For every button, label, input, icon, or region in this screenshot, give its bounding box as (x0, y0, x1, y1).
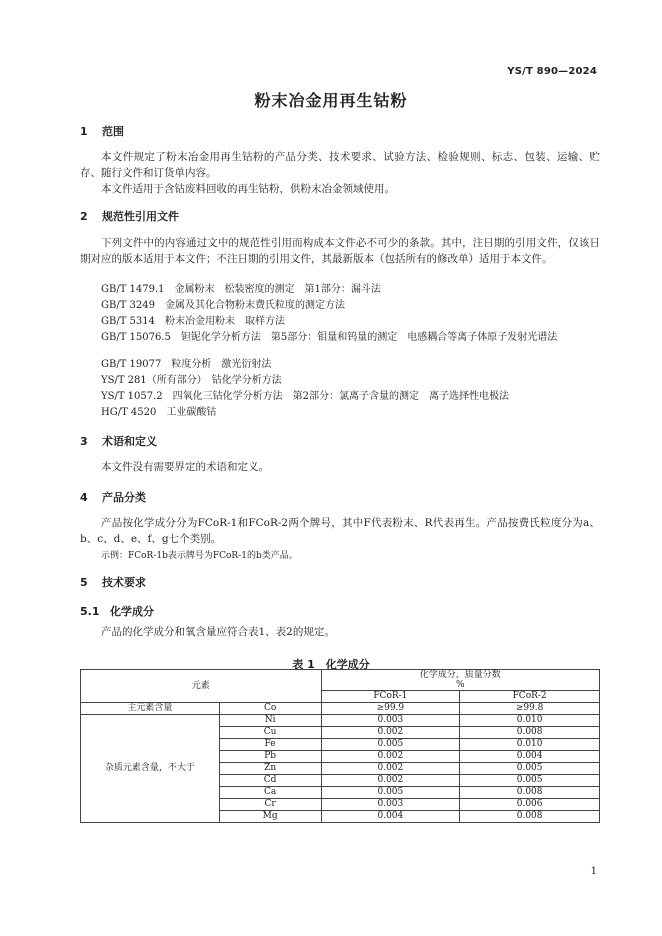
header-element: 元素 (81, 670, 322, 703)
value-grade-2: 0.010 (460, 739, 600, 751)
value-grade-2: 0.008 (460, 727, 600, 739)
table-1-chemical-composition (80, 669, 600, 823)
value-grade-2: ≥99.8 (460, 703, 600, 715)
reference-item: HG/T 4520 工业碳酸钴 (101, 407, 217, 418)
reference-item: YS/T 281（所有部分） 钴化学分析方法 (101, 375, 282, 386)
section-3-heading: 3 术语和定义 (80, 435, 157, 448)
standard-number: YS/T 890—2024 (507, 66, 597, 77)
section-4-example: 示例：FCoR-1b表示牌号为FCoR-1的b类产品。 (101, 551, 298, 561)
header-grade-1: FCoR-1 (321, 691, 460, 703)
reference-item: GB/T 1479.1 金属粉末 松装密度的测定 第1部分：漏斗法 (101, 284, 381, 295)
section-2-heading: 2 规范性引用文件 (80, 210, 179, 223)
section-5-heading: 5 技术要求 (80, 576, 146, 589)
element-symbol: Cd (219, 775, 321, 787)
section-1-para-1: 本文件规定了粉末冶金用再生钴粉的产品分类、技术要求、试验方法、检验规则、标志、包装、运输、贮存、随行文件和订货单内容。 (80, 151, 600, 179)
header-composition: 化学成分，质量分数 % (321, 670, 600, 691)
section-1-heading: 1 范围 (80, 125, 124, 138)
element-symbol: Fe (219, 739, 321, 751)
value-grade-1: 0.002 (321, 775, 460, 787)
section-3-para: 本文件没有需要界定的术语和定义。 (101, 461, 269, 473)
reference-item: GB/T 19077 粒度分析 激光衍射法 (101, 359, 272, 370)
value-grade-2: 0.008 (460, 787, 600, 799)
page-number: 1 (590, 866, 597, 877)
header-grade-2: FCoR-2 (460, 691, 600, 703)
table-row (81, 715, 600, 727)
value-grade-1: ≥99.9 (321, 703, 460, 715)
value-grade-1: 0.002 (321, 727, 460, 739)
value-grade-2: 0.005 (460, 763, 600, 775)
impurity-label: 杂质元素含量，不大于 (81, 715, 220, 823)
element-symbol: Ni (219, 715, 321, 727)
section-4-para: 产品按化学成分分为FCoR-1和FCoR-2两个牌号，其中F代表粉末、R代表再生。产品按费氏粒度分为a、b、c、d、e、f、g七个类别。 (80, 517, 600, 545)
value-grade-2: 0.004 (460, 751, 600, 763)
value-grade-1: 0.002 (321, 763, 460, 775)
value-grade-1: 0.004 (321, 811, 460, 823)
element-symbol: Cu (219, 727, 321, 739)
document-title: 粉末冶金用再生钴粉 (254, 91, 408, 110)
value-grade-2: 0.010 (460, 715, 600, 727)
element-symbol: Ca (219, 787, 321, 799)
reference-item: GB/T 15076.5 钽铌化学分析方法 第5部分：钼量和钨量的测定 电感耦合等离子体原子发射光谱法 (101, 332, 558, 343)
value-grade-1: 0.005 (321, 787, 460, 799)
table-row (81, 703, 600, 715)
section-5-1-heading: 5.1 化学成分 (80, 605, 154, 618)
main-element-label: 主元素含量 (81, 703, 220, 715)
element-symbol: Cr (219, 799, 321, 811)
value-grade-2: 0.008 (460, 811, 600, 823)
value-grade-2: 0.005 (460, 775, 600, 787)
section-1-para-2: 本文件适用于含钴废料回收的再生钴粉，供粉末冶金领域使用。 (101, 183, 395, 195)
element-symbol: Zn (219, 763, 321, 775)
reference-item: YS/T 1057.2 四氧化三钴化学分析方法 第2部分：氯离子含量的测定 离子选择性电极法 (101, 391, 510, 402)
value-grade-1: 0.003 (321, 799, 460, 811)
value-grade-2: 0.006 (460, 799, 600, 811)
value-grade-1: 0.003 (321, 715, 460, 727)
section-5-1-para: 产品的化学成分和氧含量应符合表1、表2的规定。 (101, 626, 335, 638)
value-grade-1: 0.002 (321, 751, 460, 763)
reference-item: GB/T 5314 粉末冶金用粉末 取样方法 (101, 316, 286, 327)
section-2-intro: 下列文件中的内容通过文中的规范性引用而构成本文件必不可少的条款。其中，注日期的引用文件，仅该日期对应的版本适用于本文件；不注日期的引用文件，其最新版本（包括所有的修改单）适用于本文件。 (80, 237, 600, 265)
element-symbol: Pb (219, 751, 321, 763)
table-1-caption: 表 1 化学成分 (292, 658, 370, 671)
element-symbol: Mg (219, 811, 321, 823)
value-grade-1: 0.005 (321, 739, 460, 751)
element-symbol: Co (219, 703, 321, 715)
reference-item: GB/T 3249 金属及其化合物粉末费氏粒度的测定方法 (101, 300, 346, 311)
section-4-heading: 4 产品分类 (80, 491, 146, 504)
